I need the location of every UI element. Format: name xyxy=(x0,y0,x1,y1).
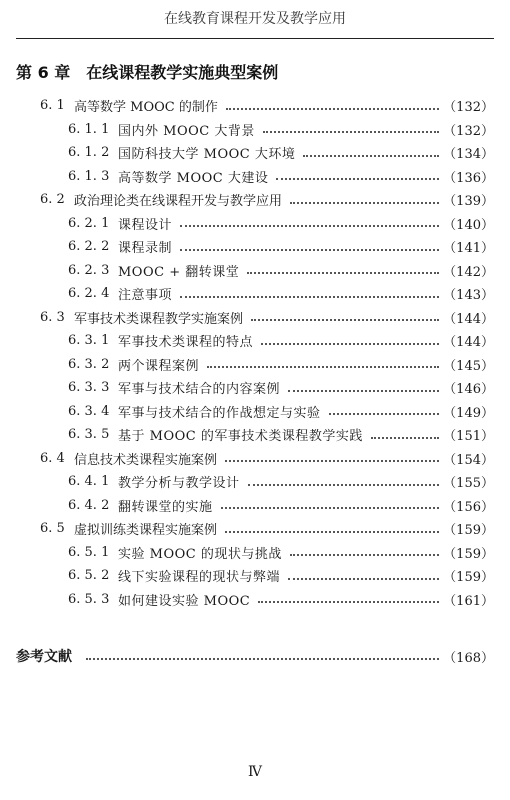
toc-subsection-6-3-3[interactable] xyxy=(0,376,510,400)
chapter-title: 在线课程教学实施典型案例 xyxy=(86,63,279,82)
toc-number: 6. 5. 1 xyxy=(68,544,110,560)
leader-dots xyxy=(329,413,440,415)
toc-page: （140） xyxy=(443,217,494,233)
leader-dots xyxy=(180,225,439,227)
toc-title: 国内外 MOOC 大背景 xyxy=(118,123,255,139)
references-title: 参考文献 xyxy=(16,649,72,665)
toc-page: （136） xyxy=(443,170,494,186)
leader-dots xyxy=(207,366,439,368)
toc-number: 6. 2. 2 xyxy=(68,239,110,255)
leader-dots xyxy=(288,390,439,392)
toc-section-6-1[interactable] xyxy=(0,94,510,118)
toc-title: 军事技术类课程教学实施案例 xyxy=(74,311,244,327)
toc-subsection-6-2-4[interactable] xyxy=(0,282,510,306)
toc-number: 6. 4. 1 xyxy=(68,474,110,490)
toc-title: 虚拟训练类课程实施案例 xyxy=(74,523,218,539)
toc-number: 6. 3. 5 xyxy=(68,427,110,443)
toc-number: 6. 2. 3 xyxy=(68,262,110,278)
toc-title: MOOC + 翻转课堂 xyxy=(118,264,240,280)
toc-number: 6. 1. 1 xyxy=(68,121,110,137)
toc-number: 6. 5. 3 xyxy=(68,591,110,607)
toc-number: 6. 3. 4 xyxy=(68,403,110,419)
toc-subsection-6-1-1[interactable] xyxy=(0,118,510,142)
toc-subsection-6-2-3[interactable] xyxy=(0,259,510,283)
leader-dots xyxy=(303,155,439,157)
toc-subsection-6-5-1[interactable] xyxy=(0,541,510,565)
toc-section-6-4[interactable] xyxy=(0,447,510,471)
toc-subsection-6-1-3[interactable] xyxy=(0,165,510,189)
running-header xyxy=(0,0,510,38)
toc-number: 6. 3. 2 xyxy=(68,356,110,372)
toc-title: 如何建设实验 MOOC xyxy=(118,593,251,609)
leader-dots xyxy=(371,437,439,439)
toc-number: 6. 3 xyxy=(40,309,65,325)
toc-subsection-6-2-2[interactable] xyxy=(0,235,510,259)
toc-subsection-6-3-5[interactable] xyxy=(0,423,510,447)
toc-page: （168） xyxy=(443,650,494,666)
toc-number: 6. 3. 3 xyxy=(68,380,110,396)
leader-dots xyxy=(276,178,439,180)
running-header-title: 在线教育课程开发及教学应用 xyxy=(164,11,346,27)
toc-number: 6. 1. 2 xyxy=(68,145,110,161)
toc-page: （143） xyxy=(443,288,494,304)
toc-page: （151） xyxy=(443,429,494,445)
leader-dots xyxy=(86,658,439,660)
toc-page: （159） xyxy=(443,570,494,586)
chapter-number: 第 6 章 xyxy=(16,63,71,82)
toc-page: （144） xyxy=(443,311,494,327)
toc-subsection-6-2-1[interactable] xyxy=(0,212,510,236)
leader-dots xyxy=(290,202,439,204)
leader-dots xyxy=(251,319,439,321)
toc-number: 6. 2 xyxy=(40,192,65,208)
toc-page: （141） xyxy=(443,241,494,257)
toc-section-6-3[interactable] xyxy=(0,306,510,330)
toc-number: 6. 5. 2 xyxy=(68,568,110,584)
leader-dots xyxy=(180,249,439,251)
toc-subsection-6-4-2[interactable] xyxy=(0,494,510,518)
toc-page: （132） xyxy=(443,100,494,116)
leader-dots xyxy=(263,131,439,133)
leader-dots xyxy=(258,601,439,603)
leader-dots xyxy=(225,460,439,462)
leader-dots xyxy=(261,343,439,345)
toc-number: 6. 1 xyxy=(40,98,65,114)
toc-page: （144） xyxy=(443,335,494,351)
leader-dots xyxy=(221,507,440,509)
toc-title: 高等数学 MOOC 大建设 xyxy=(118,170,269,186)
leader-dots xyxy=(248,484,440,486)
toc-section-6-5[interactable] xyxy=(0,517,510,541)
toc-page: （146） xyxy=(443,382,494,398)
toc-title: 国防科技大学 MOOC 大环境 xyxy=(118,147,296,163)
toc-title: 信息技术类课程实施案例 xyxy=(74,452,218,468)
toc-number: 6. 4. 2 xyxy=(68,497,110,513)
toc-page: （156） xyxy=(443,499,494,515)
toc-subsection-6-4-1[interactable] xyxy=(0,470,510,494)
toc-number: 6. 2. 1 xyxy=(68,215,110,231)
leader-dots xyxy=(226,108,439,110)
toc-subsection-6-3-1[interactable] xyxy=(0,329,510,353)
toc-page: （159） xyxy=(443,546,494,562)
toc-title: 军事与技术结合的作战想定与实验 xyxy=(118,405,321,421)
leader-dots xyxy=(247,272,439,274)
toc-title: 军事与技术结合的内容案例 xyxy=(118,382,281,398)
leader-dots xyxy=(288,578,439,580)
toc-section-6-2[interactable] xyxy=(0,188,510,212)
toc-references[interactable] xyxy=(16,644,494,668)
toc-title: 线下实验课程的现状与弊端 xyxy=(118,570,281,586)
toc-title: 注意事项 xyxy=(118,288,173,304)
toc-page: （142） xyxy=(443,264,494,280)
toc-subsection-6-5-2[interactable] xyxy=(0,564,510,588)
toc-title: 课程录制 xyxy=(118,241,173,257)
toc-title: 实验 MOOC 的现状与挑战 xyxy=(118,546,282,562)
toc-page: （159） xyxy=(443,523,494,539)
toc-page: （134） xyxy=(443,147,494,163)
toc-page: （154） xyxy=(443,452,494,468)
leader-dots xyxy=(290,554,439,556)
page-number: Ⅳ xyxy=(248,764,262,780)
toc-title: 两个课程案例 xyxy=(118,358,200,374)
leader-dots xyxy=(180,296,439,298)
toc-subsection-6-3-4[interactable] xyxy=(0,400,510,424)
toc-title: 翻转课堂的实施 xyxy=(118,499,213,515)
table-of-contents xyxy=(0,94,510,611)
header-rule xyxy=(16,38,494,39)
toc-page: （149） xyxy=(443,405,494,421)
leader-dots xyxy=(225,531,439,533)
toc-number: 6. 5 xyxy=(40,521,65,537)
toc-subsection-6-1-2[interactable] xyxy=(0,141,510,165)
toc-subsection-6-3-2[interactable] xyxy=(0,353,510,377)
toc-title: 高等数学 MOOC 的制作 xyxy=(74,100,218,116)
toc-title: 军事技术类课程的特点 xyxy=(118,335,254,351)
toc-number: 6. 1. 3 xyxy=(68,168,110,184)
toc-number: 6. 4 xyxy=(40,450,65,466)
toc-number: 6. 3. 1 xyxy=(68,333,110,349)
toc-title: 课程设计 xyxy=(118,217,173,233)
toc-page: （132） xyxy=(443,123,494,139)
toc-page: （145） xyxy=(443,358,494,374)
toc-title: 政治理论类在线课程开发与教学应用 xyxy=(74,194,283,210)
toc-page: （161） xyxy=(443,593,494,609)
toc-page: （139） xyxy=(443,194,494,210)
toc-page: （155） xyxy=(443,476,494,492)
toc-title: 教学分析与教学设计 xyxy=(118,476,240,492)
toc-subsection-6-5-3[interactable] xyxy=(0,588,510,612)
toc-title: 基于 MOOC 的军事技术类课程教学实践 xyxy=(118,429,363,445)
chapter-heading xyxy=(16,60,278,83)
toc-number: 6. 2. 4 xyxy=(68,286,110,302)
